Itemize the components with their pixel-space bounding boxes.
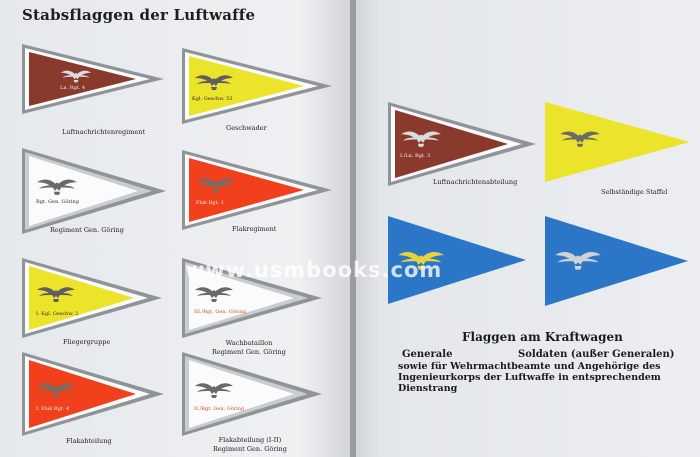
watermark: www.usmbooks.com (185, 258, 443, 282)
flag-unit-text: Ln. Rgt. 4 (60, 85, 86, 91)
flag-unit-text: I. Kgl. Geschw. 2 (36, 311, 79, 317)
flag-caption: Luftnachrichtenabteilung (433, 178, 518, 186)
flag-selbstaendige-staffel (545, 102, 690, 182)
flag-flakabteilung (22, 352, 164, 436)
flag-caption-line: Regiment Gen. Göring (212, 348, 286, 356)
flag-flakabteilung-i-ii (182, 352, 322, 436)
flag-unit-text: Flak Rgt. 1 (196, 200, 225, 206)
flag-caption: Selbständige Staffel (601, 188, 668, 196)
flag-caption: Luftnachrichtenregiment (62, 128, 146, 136)
flag-caption (213, 436, 287, 454)
section-title: Flaggen am Kraftwagen (462, 330, 623, 344)
flag-caption-line: Wachbataillon (225, 339, 273, 347)
subheading-soldaten: Soldaten (außer Generalen) (518, 349, 675, 360)
flag-regiment-gen-goering (22, 148, 166, 234)
flag-caption: Geschwader (226, 124, 267, 132)
flag-caption: Regiment Gen. Göring (50, 226, 124, 234)
flag-unit-text: I. Flak Rgt. 4 (36, 406, 70, 412)
flag-fliegergruppe (22, 258, 162, 338)
page-heading: Stabsflaggen der Luftwaffe (22, 6, 256, 24)
flag-unit-text: I./Ln. Rgt. 3 (400, 153, 431, 159)
flag-flakregiment (182, 150, 332, 230)
flag-luftnachrichtenabteilung (388, 102, 536, 186)
book-gutter (350, 0, 356, 457)
note-text: sowie für Wehrmachtbeamte und Angehörige des Ingenieurkorps der Luftwaffe in entsprechendem Dienstrang (398, 361, 661, 394)
flag-caption: Flakabteilung (66, 437, 112, 445)
flag-unit-text: II./Rgt. Gen. Göring (194, 406, 245, 412)
flag-caption: Fliegergruppe (63, 338, 111, 346)
flag-caption-line: Flakabteilung (I-II) (218, 436, 282, 444)
flag-unit-text: Rgt. Gen. Göring (36, 199, 79, 205)
subheading-generale: Generale (402, 349, 453, 360)
flag-luftnachrichtenregiment (22, 44, 164, 114)
flag-caption-line: Regiment Gen. Göring (213, 445, 287, 453)
flag-unit-text: Kgl. Geschw. 53 (192, 96, 233, 102)
flag-geschwader (182, 48, 332, 124)
flag-unit-text: III./Rgt. Gen. Göring (194, 309, 247, 315)
flag-caption: Flakregiment (232, 225, 277, 233)
flag-soldaten (545, 216, 688, 306)
